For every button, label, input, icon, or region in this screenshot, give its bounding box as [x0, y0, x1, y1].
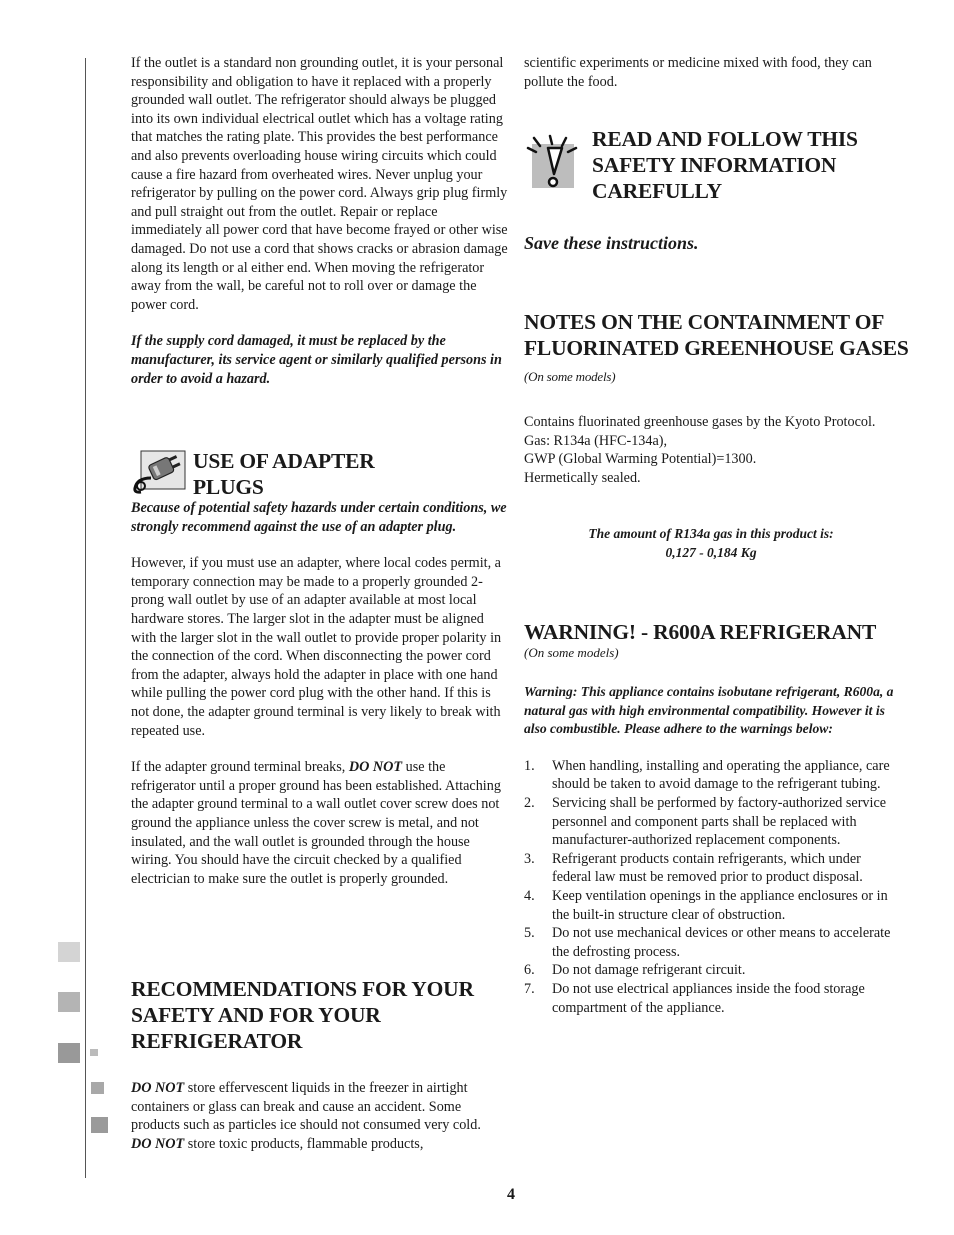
- gas-info: Contains fluorinated greenhouse gases by the Kyoto Protocol. Gas: R134a (HFC-134a), GWP (Global Warming Potential)=1300. Hermetically sealed.: [524, 414, 876, 486]
- recommendations-heading: RECOMMENDATIONS FOR YOUR SAFETY AND FOR YOUR REFRIGERATOR: [131, 977, 474, 1053]
- list-item: 3. Refrigerant products contain refrigerants, which under federal law must be removed prior to product disposal.: [524, 850, 863, 886]
- adapter-paragraph-1: However, if you must use an adapter, where local codes permit, a temporary connection may be made to a properly grounded 2-prong wall outlet by use of an adapter available at most local hardware stores. The larger slot in the adapter must be aligned with the larger slot in the wall outlet to provide proper polarity in the connection of the cord. When disconnecting the power cord from the adapter, always hold the adapter in place with one hand while pulling the power cord plug with the other hand. If this is not done, the adapter ground terminal is very likely to break with repeated use.: [131, 555, 502, 739]
- save-instructions: Save these instructions.: [524, 233, 699, 253]
- list-item: 6. Do not damage refrigerant circuit.: [524, 962, 746, 979]
- warning-text: Warning: This appliance contains isobutane refrigerant, R600a, a natural gas with high environmental compatibility. However it is also combustible. Please adhere to the warnings below:: [524, 684, 894, 737]
- recommendation-1: DO NOT store effervescent liquids in the freezer in airtight containers or glass can break and cause an accident. Some products such as particles ice should not consumed very cold.: [131, 1080, 481, 1134]
- safety-heading: READ AND FOLLOW THIS SAFETY INFORMATION CAREFULLY: [592, 127, 858, 203]
- adapter-paragraph-2: If the adapter ground terminal breaks, DO NOT use the refrigerator until a proper ground has been established. Attaching the adapter ground terminal to a wall outlet cover screw does not ground the appliance unless the cover screw is metal, and not insulated, and the wall outlet is grounded through the house wiring. You should have the circuit checked by a qualified electrician to make sure the outlet is properly grounded.: [131, 759, 501, 887]
- adapter-section: [131, 499, 509, 888]
- power-cord-paragraph: If the outlet is a standard non grounding outlet, it is your personal responsibility and obligation to have it replaced with a properly grounded wall outlet. The refrigerator should always be plugged into its own individual electrical outlet which has a voltage rating that matches the rating plate. This provides the best performance and also prevents overloading house wiring circuits which could cause a fire hazard from overheated wires. Never unplug your refrigerator by pulling on the power cord. Always grip plug firmly and pull straight out from the outlet. Repair or replace immediately all power cord that have become frayed or other wise damaged. Do not use a cord that shows cracks or abrasion damage along its length or al either end. When moving the refrigerator away from the wall, be careful not to roll over or damage the power cord.: [131, 55, 508, 313]
- page-number: 4: [507, 1186, 515, 1203]
- margin-square-3: [58, 1043, 80, 1063]
- list-item: 4. Keep ventilation openings in the appliance enclosures or in the built-in structure clear of obstruction.: [524, 887, 888, 923]
- gas-amount: The amount of R134a gas in this product is: 0,127 - 0,184 Kg: [588, 526, 834, 560]
- margin-square-2: [58, 992, 80, 1012]
- margin-square-6: [91, 1117, 108, 1133]
- margin-line: [85, 58, 86, 1178]
- continued-paragraph: scientific experiments or medicine mixed with food, they can pollute the food.: [524, 55, 872, 90]
- adapter-warning: Because of potential safety hazards under certain conditions, we strongly recommend against the use of an adapter plug.: [131, 500, 507, 535]
- right-column-top: [524, 54, 902, 91]
- notes-heading: NOTES ON THE CONTAINMENT OF FLUORINATED GREENHOUSE GASES (On some models): [524, 310, 909, 384]
- left-column: [131, 54, 509, 388]
- warning-models: (On some models): [524, 645, 619, 660]
- supply-cord-warning: If the supply cord damaged, it must be replaced by the manufacturer, its service agent or similarly qualified persons in order to avoid a hazard.: [131, 333, 502, 387]
- margin-square-4: [90, 1049, 98, 1056]
- list-item: 1. When handling, installing and operating the appliance, care should be taken to avoid damage to the refrigerant tubing.: [524, 757, 890, 793]
- list-item: 5. Do not use mechanical devices or other means to accelerate the defrosting process.: [524, 925, 891, 960]
- recommendations-section: [131, 1079, 509, 1153]
- list-item: 2. Servicing shall be performed by factory-authorized service personnel and component parts shall be replaced with manufacturer-authorized replacement components.: [524, 794, 887, 849]
- recommendation-2: DO NOT store toxic products, flammable products,: [131, 1135, 424, 1152]
- adapter-plug-icon: [131, 448, 187, 494]
- warning-exclamation-icon: [524, 134, 582, 192]
- warning-heading: WARNING! - R600A REFRIGERANT: [524, 620, 877, 644]
- warning-list: [524, 757, 902, 1017]
- warning-section: [524, 683, 902, 1017]
- margin-square-5: [91, 1082, 104, 1094]
- adapter-heading: USE OF ADAPTER PLUGS: [193, 449, 375, 499]
- margin-square-1: [58, 942, 80, 962]
- list-item: 7. Do not use electrical appliances inside the food storage compartment of the appliance.: [524, 980, 865, 1016]
